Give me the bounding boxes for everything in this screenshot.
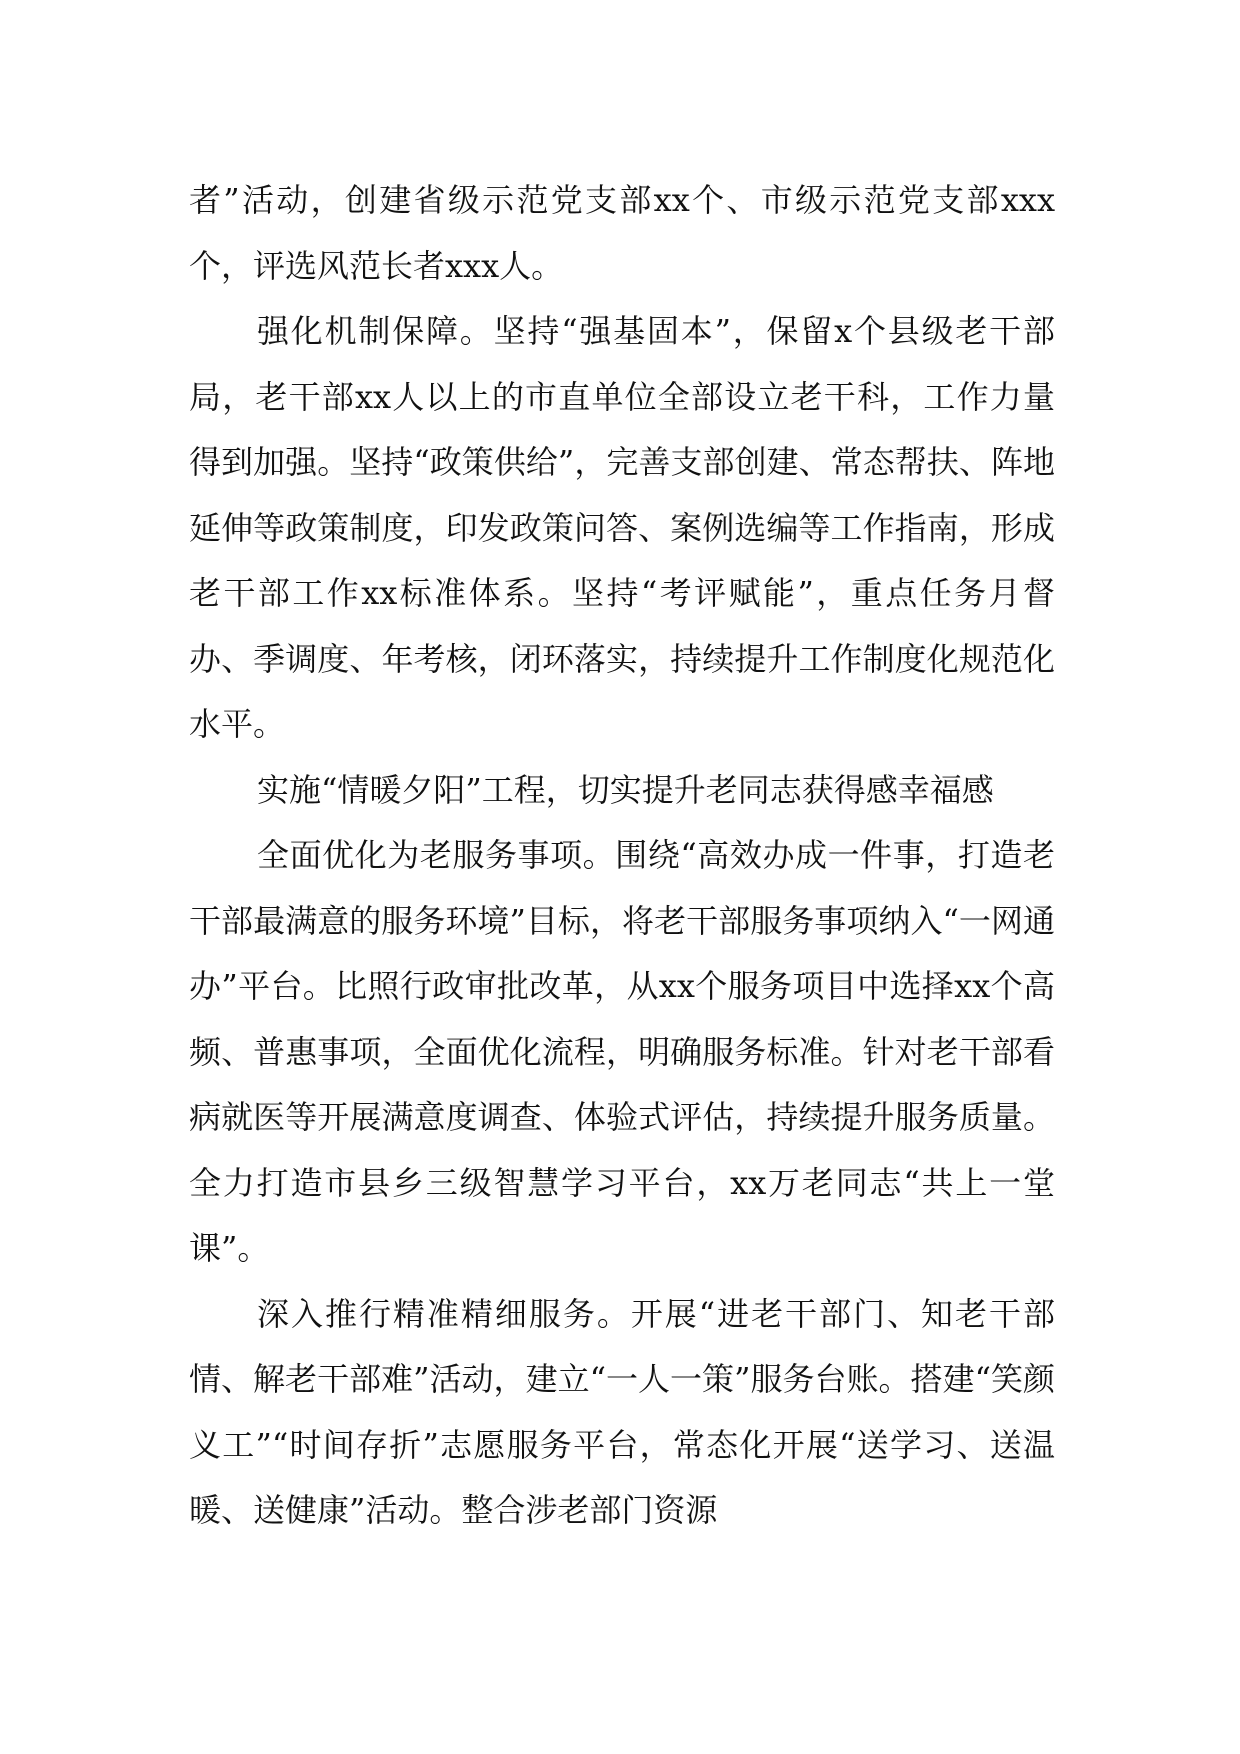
document-body xyxy=(189,168,1055,1544)
paragraph-continuation: 者”活动，创建省级示范党支部xx个、市级示范党支部xxx个，评选风范长者xxx人。 xyxy=(189,181,1055,285)
section-heading: 实施“情暖夕阳”工程，切实提升老同志获得感幸福感 xyxy=(257,770,994,809)
paragraph-precise-service: 深入推行精准精细服务。开展“进老干部门、知老干部情、解老干部难”活动，建立“一人一策”服务台账。搭建“笑颜义工”“时间存折”志愿服务平台，常态化开展“送学习、送温暖、送健康”活动。整合涉老部门资源 xyxy=(189,1294,1055,1529)
paragraph-mechanism-guarantee: 强化机制保障。坚持“强基固本”，保留x个县级老干部局，老干部xx人以上的市直单位全部设立老干科，工作力量得到加强。坚持“政策供给”，完善支部创建、常态帮扶、阵地延伸等政策制度，印发政策问答、案例选编等工作指南，形成老干部工作xx标准体系。坚持“考评赋能”，重点任务月督办、季调度、年考核，闭环落实，持续提升工作制度化规范化水平。 xyxy=(189,312,1055,743)
paragraph-service-optimization: 全面优化为老服务事项。围绕“高效办成一件事，打造老干部最满意的服务环境”目标，将老干部服务事项纳入“一网通办”平台。比照行政审批改革，从xx个服务项目中选择xx个高频、普惠事项，全面优化流程，明确服务标准。针对老干部看病就医等开展满意度调查、体验式评估，持续提升服务质量。全力打造市县乡三级智慧学习平台，xx万老同志“共上一堂课”。 xyxy=(189,836,1055,1267)
